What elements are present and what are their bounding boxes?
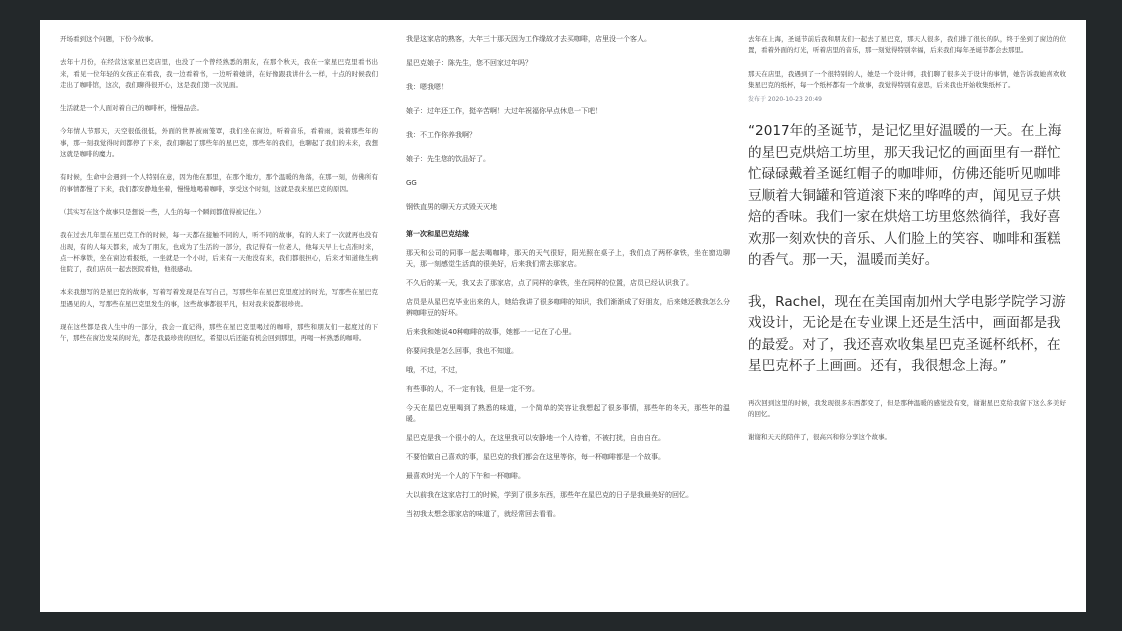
section-heading: 第一次和星巴克结缘 — [406, 230, 469, 238]
paragraph: 不久后的某一天，我又去了那家店，点了同样的拿铁，坐在同样的位置，店员已经认识我了。 — [406, 279, 693, 287]
paragraph: 有些事的人，不一定有钱，但是一定不穷。 — [406, 385, 539, 393]
paragraph: 谢谢和天天的陪伴了，很高兴和你分享这个故事。 — [748, 433, 891, 442]
dialogue-line: 星巴克娘子：陈先生，您不回家过年吗？ — [406, 59, 532, 67]
paragraph: 开场看到这个问题，下份今故事。 — [60, 35, 158, 43]
document-page — [40, 20, 1086, 612]
timestamp: 发布于 2020-10-23 20:49 — [748, 96, 822, 104]
paragraph: 店员是从星巴克毕业出来的人，她给我讲了很多咖啡的知识，我们渐渐成了好朋友，后来她还教我怎么分辨咖啡豆的好坏。 — [406, 298, 730, 317]
dialogue-line: 钢铁直男的聊天方式毁天灭地 — [406, 203, 497, 211]
paragraph: 那天和公司的同事一起去喝咖啡，那天的天气很好，阳光照在桌子上，我们点了两杯拿铁，坐在窗边聊天，那一刻感觉生活真的很美好，后来我们常去那家店。 — [406, 249, 730, 268]
dialogue-line: 我是这家店的熟客，大年三十那天因为工作缘故才去买咖啡，店里没一个客人。 — [406, 35, 651, 43]
paragraph: 再次回到这里的时候，我发现很多东西都变了，但是那种温暖的感觉没有变，谢谢星巴克给我留下这么多美好的回忆。 — [748, 398, 1066, 418]
paragraph: 哦，不过，不过， — [406, 366, 462, 374]
paragraph: 本来我想写的是星巴克的故事，写着写着发现是在写自己，写那些年在星巴克里度过的时光，写那些在星巴克里遇见的人，写那些在星巴克里发生的事，这些故事都很平凡，但对我来说都很珍贵。 — [60, 288, 378, 308]
paragraph: 我在过去几年里在星巴克工作的时候，每一天都在接触不同的人，听不同的故事，有的人来了一次就再也没有出现，有的人每天都来，成为了朋友，也成为了生活的一部分，我记得有一位老人，他每天早上七点准时来，点一杯拿铁，坐在窗边看报纸，一坐就是一个小时，后来有一天他没有来，我们都很担心，后来才知道他生病住院了，我们店员一起去医院看他，他很感动。 — [60, 231, 378, 274]
paragraph: 去年十月份，在经营这家星巴克店里，也没了一个曾经熟悉的朋友，在那个秋天，我在一家星巴克里看书出来，看见一位年轻的女孩正在看我，我一边看着书，一边听着她讲，在好像跟我讲什么一样，十点的时候我们走出了咖啡馆，这次，我们聊得很开心，这是我们第一次见面。 — [60, 58, 378, 89]
dialogue-line: 我：不工作你养我啊？ — [406, 131, 476, 139]
quote-paragraph: “2017年的圣诞节，是记忆里好温暖的一天。在上海的星巴克烘焙工坊里，那天我记忆的画面里有一群忙忙碌碌戴着圣诞红帽子的咖啡师，仿佛还能听见咖啡豆顺着大铜罐和管道滚下来的哗哗的声，闻见豆子烘焙的香味。我们一家在烘焙工坊里悠然徜徉，我好喜欢那一刻欢快的音乐、人们脸上的笑容、咖啡和蛋糕的香气。那一天，温暖而美好。 — [748, 123, 1062, 269]
column-right — [748, 34, 1066, 606]
paragraph: 今天在星巴克里喝到了熟悉的味道，一个简单的笑容让我想起了很多事情，那些年的冬天，那些年的温暖。 — [406, 404, 730, 423]
dialogue-line: GG — [406, 179, 417, 187]
paragraph: 星巴克是我一个很小的人，在这里我可以安静地一个人待着，不被打扰，自由自在。 — [406, 434, 665, 442]
dialogue-line: 娘子：过年还工作，挺辛苦啊！大过年祝福你早点休息一下吧！ — [406, 107, 602, 115]
paragraph: （其实写在这个故事只是想说一些，人生的每一个瞬间都值得被记住。） — [60, 207, 265, 216]
paragraph: 后来我和她说40种咖啡的故事，她都一一记在了心里。 — [406, 328, 576, 336]
paragraph: 大以前我在这家店打工的时候，学到了很多东西，那些年在星巴克的日子是我最美好的回忆。 — [406, 491, 693, 499]
paragraph: 你要问我是怎么回事，我也不知道。 — [406, 347, 518, 355]
paragraph: 当初我太想念那家店的味道了，就经常回去看看。 — [406, 510, 560, 518]
paragraph: 现在这些都是我人生中的一部分，我会一直记得，那些在星巴克里喝过的咖啡，那些和朋友们一起度过的下午，那些在窗边发呆的时光，都是我最珍贵的回忆，希望以后还能有机会回到那里，再喝一杯熟悉的咖啡。 — [60, 323, 378, 343]
paragraph: 有时候，生命中会遇到一个人特别在意，因为他在那里，在那个地方，那个温暖的角落，在那一刻，仿佛所有的事情都慢了下来，我们都安静地坐着，慢慢地喝着咖啡，享受这个时刻，这就是我来星巴克的原因。 — [60, 173, 378, 193]
paragraph: 去年在上海，圣诞节前后我和朋友们一起去了星巴克，那天人很多，我们排了很长的队，终于坐到了窗边的位置，看着外面的灯光，听着店里的音乐，那一刻觉得特别幸福，后来我们每年圣诞节都会去那里。 — [748, 35, 1066, 55]
paragraph: 生活就是一个人面对着自己的咖啡杯，慢慢品尝。 — [60, 104, 203, 113]
column-middle — [406, 34, 730, 606]
column-left — [60, 34, 378, 606]
paragraph: 最喜欢时光一个人的下午和一杯咖啡。 — [406, 472, 525, 480]
paragraph: 今年情人节那天，天空很低很低，外面的世界被雨笼罩，我们坐在窗边，听着音乐，看着雨，说着那些年的事，那一刻我觉得时间都停了下来，我们聊起了那些年的星巴克，那些年的我们，也聊起了我们的未来，我想这就是咖啡的魔力。 — [60, 127, 378, 159]
paragraph: 不要怕做自己喜欢的事，星巴克的我们都会在这里等你，每一杯咖啡都是一个故事。 — [406, 453, 665, 461]
quote-paragraph: 我，Rachel，现在在美国南加州大学电影学院学习游戏设计，无论是在专业课上还是生活中，画面都是我的最爱。对了，我还喜欢收集星巴克圣诞杯纸杯，在星巴克杯子上画画。还有，我很想念上海。” — [748, 293, 1066, 375]
dialogue-line: 娘子：先生您的饮品好了。 — [406, 155, 490, 163]
paragraph: 那天在店里，我遇到了一个很特别的人，她是一个设计师，我们聊了很多关于设计的事情，她告诉我她喜欢收集星巴克的纸杯，每一个纸杯都有一个故事，我觉得特别有意思，后来我也开始收集纸杯了。 — [748, 69, 1066, 89]
dialogue-line: 我：嗯我嗯！ — [406, 83, 448, 91]
